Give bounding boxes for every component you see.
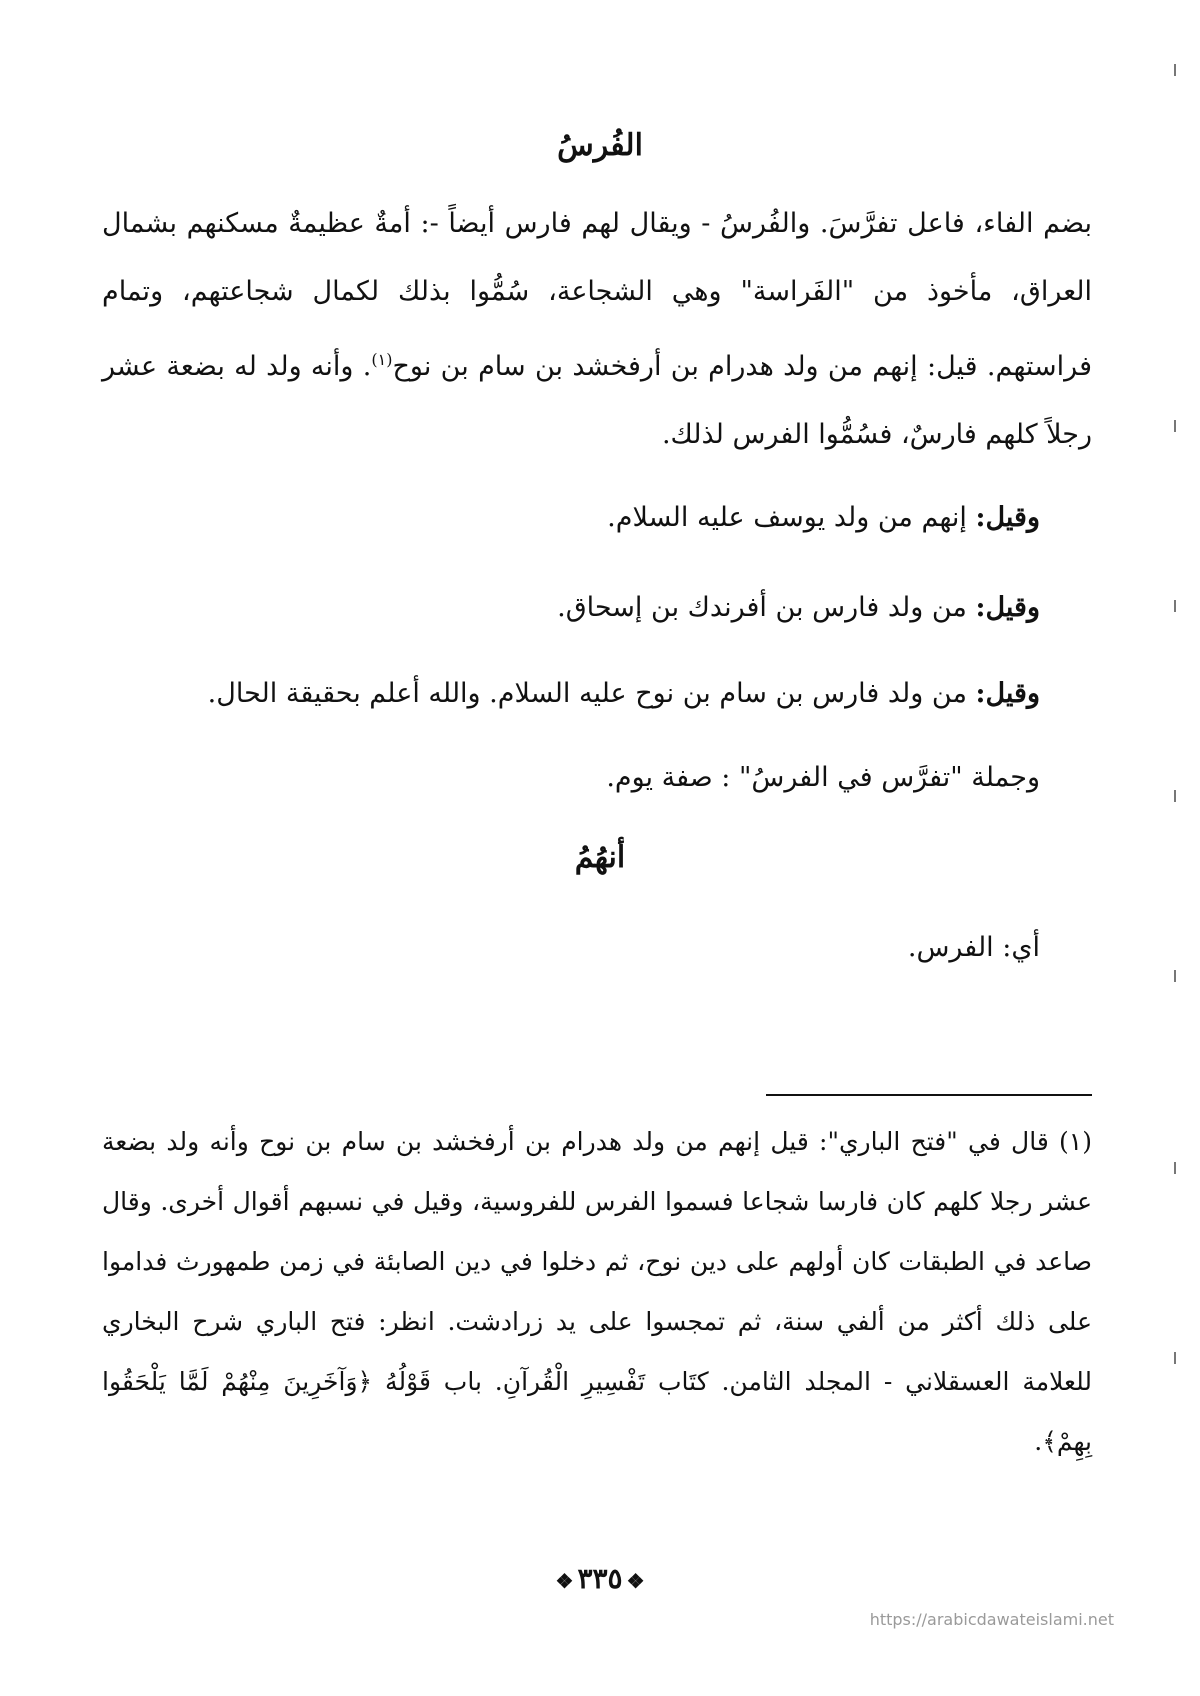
page-number bbox=[0, 1562, 1200, 1595]
sub-paragraph-lead: وقيل: bbox=[975, 592, 1040, 623]
main-paragraph bbox=[102, 190, 1092, 469]
margin-tick bbox=[1174, 420, 1176, 432]
footnote: (١) قال في "فتح الباري": قيل إنهم من ولد هدرام بن أرفخشد بن سام بن نوح وأنه ولد بضعة عشر رجلا كلهم كان فارسا شجاعا فسموا الفرس للفروسية، وقيل في نسبهم أقوال أخرى. وقال صاعد في الطبقات كان أولهم على دين نوح، ثم دخلوا في دين الصابئة في زمن طمهورث فداموا على ذلك أكثر من ألفي سنة، ثم تمجسوا على يد زرادشت. انظر: فتح الباري شرح البخاري للعلامة العسقلاني - المجلد الثامن. كتَاب تَفْسِيرِ الْقُرآنِ. باب قَوْلُهُ ﴿وَآخَرِينَ مِنْهُمْ لَمَّا يَلْحَقُوا بِهِمْ﴾. bbox=[102, 1127, 1092, 1456]
sub-paragraph-lead: وقيل: bbox=[975, 502, 1040, 533]
margin-tick bbox=[1174, 600, 1176, 612]
sub-paragraph-text: وجملة "تفرَّس في الفرسُ" : صفة يوم. bbox=[606, 762, 1040, 793]
footnote-divider bbox=[766, 1094, 1092, 1096]
main-paragraph-tail: . وأنه ولد له بضعة عشر رجلاً كلهم فارسٌ، فسُمُّوا الفرس لذلك. bbox=[102, 351, 1092, 450]
section-title-persians: الفُرسُ bbox=[557, 128, 643, 163]
sub-paragraph-lead: وقيل: bbox=[975, 678, 1040, 709]
margin-tick bbox=[1174, 790, 1176, 802]
sub-paragraph-text: إنهم من ولد يوسف عليه السلام. bbox=[607, 502, 976, 533]
sub-paragraph bbox=[100, 498, 1040, 538]
main-paragraph-text: بضم الفاء، فاعل تفرَّسَ. والفُرسُ - ويقال لهم فارس أيضاً -: أمةٌ عظيمةٌ مسكنهم بشمال العراق، مأخوذ من "الفَراسة" وهي الشجاعة، سُمُّوا بذلك لكمال شجاعتهم، وتمام فراستهم. قيل: إنهم من ولد هدرام بن أرفخشد بن سام بن نوح bbox=[102, 208, 1092, 382]
ornament-icon: ❖ bbox=[555, 1568, 574, 1593]
margin-tick bbox=[1174, 64, 1176, 76]
sub-paragraph-text: من ولد فارس بن أفرندك بن إسحاق. bbox=[557, 592, 976, 623]
section-2-text: أي: الفرس. bbox=[907, 932, 1040, 963]
section-title-them: أنهُمُ bbox=[574, 840, 626, 875]
margin-tick bbox=[1174, 1162, 1176, 1174]
sub-paragraph bbox=[100, 588, 1040, 628]
margin-tick bbox=[1174, 970, 1176, 982]
footnote-marker[interactable]: (١) bbox=[371, 350, 393, 369]
ornament-icon: ❖ bbox=[626, 1568, 645, 1593]
watermark-url: https://arabicdawateislami.net bbox=[869, 1610, 1114, 1629]
page-number-value: ٣٣٥ bbox=[577, 1562, 623, 1595]
sub-paragraph bbox=[100, 758, 1040, 798]
margin-tick bbox=[1174, 1352, 1176, 1364]
sub-paragraph bbox=[100, 674, 1040, 714]
sub-paragraph-text: من ولد فارس بن سام بن نوح عليه السلام. والله أعلم بحقيقة الحال. bbox=[207, 678, 976, 709]
